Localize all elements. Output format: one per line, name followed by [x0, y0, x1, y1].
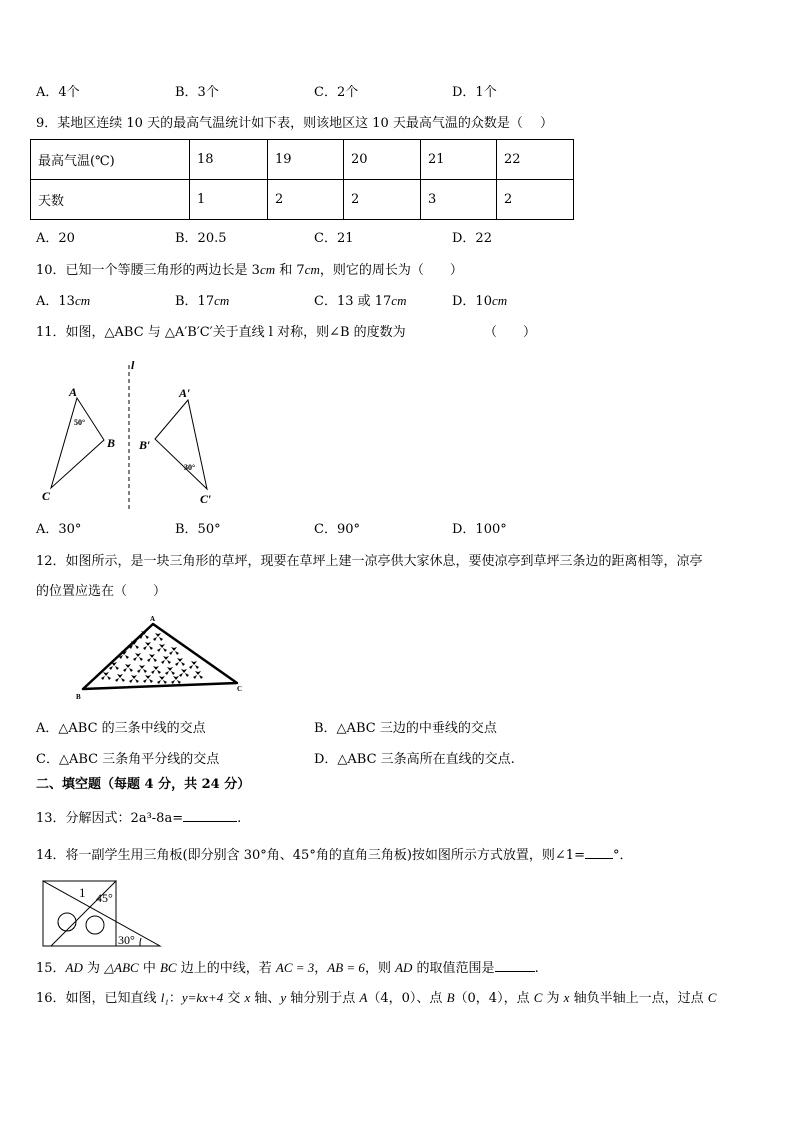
table-cell: 2 [497, 180, 574, 220]
q10-option-c: C．13 或 17cm [314, 293, 407, 309]
q12-stem-line1: 12．如图所示，是一块三角形的草坪，现要在草坪上建一凉亭供大家休息，要使凉亭到草坪三条边的距离相等，凉亭 [36, 554, 703, 569]
unit-cm: cm [304, 262, 320, 277]
table-cell: 2 [268, 180, 344, 220]
q11-symmetry-figure [36, 355, 236, 515]
angle-45-label: 45° [96, 891, 113, 905]
q10-stem-mid: 和 7 [275, 263, 305, 278]
q12-option-a: A．△ABC 的三条中线的交点 [36, 721, 206, 736]
q10-option-a: A．13cm [36, 293, 91, 309]
vertex-c: C [42, 489, 51, 503]
q12-option-d: D．△ABC 三条高所在直线的交点. [314, 752, 515, 767]
q9-option-d: D．22 [452, 231, 492, 246]
hole-right [86, 916, 104, 934]
q11-option-d: D．100° [452, 522, 507, 537]
angle-30-label: 30° [118, 933, 135, 947]
q12-option-b: B．△ABC 三边的中垂线的交点 [314, 721, 497, 736]
q8-option-b: B．3个 [175, 85, 219, 100]
q10-option-b: B．17cm [175, 293, 230, 309]
q14-stem: 14．将一副学生用三角板(即分别含 30°角、45°角的直角三角板)按如图所示方式放置，则∠1= °． [36, 845, 632, 865]
q10-option-d: D．10cm [452, 293, 508, 309]
q12-option-c: C．△ABC 三条角平分线的交点 [36, 752, 220, 767]
q13-stem: 13．分解因式：2a³-8a= . [36, 808, 241, 828]
q8-option-a: A．4个 [36, 85, 80, 100]
angle-a-label: 50° [74, 418, 86, 427]
table-cell: 20 [344, 140, 421, 180]
q11-answer-paren: （ ） [484, 325, 537, 340]
q16-stem: 16．如图，已知直线 l₁：y=kx+4 交 x 轴、y 轴分别于点 A（4，0）、点 B（0，4），点 C 为 x 轴负半轴上一点，过点 C [36, 990, 717, 1006]
table-cell: 天数 [31, 180, 190, 220]
vertex-c-prime: C′ [200, 492, 212, 506]
table-cell: 2 [344, 180, 421, 220]
q11-option-a: A．30° [36, 522, 82, 537]
vertex-b: B [76, 693, 81, 701]
q9-option-b: B．20.5 [175, 231, 227, 246]
q12-stem-line2: 的位置应选在（ ） [36, 584, 167, 599]
q8-option-c: C．2个 [314, 85, 359, 100]
answer-blank[interactable] [585, 845, 613, 859]
table-cell: 18 [190, 140, 268, 180]
answer-blank[interactable] [495, 958, 535, 972]
q11-stem: 11．如图，△ABC 与 △A′B′C′关于直线 l 对称，则∠B 的度数为 [36, 325, 406, 340]
q10-stem-post: ，则它的周长为（ ） [319, 263, 463, 278]
table-cell: 3 [421, 180, 497, 220]
q10-stem [36, 261, 463, 280]
triangle-a-prime [155, 400, 207, 489]
table-cell: 19 [268, 140, 344, 180]
vertex-c: C [237, 685, 243, 693]
answer-blank[interactable] [183, 808, 237, 822]
q12-lawn-figure [72, 613, 252, 701]
q8-option-d: D．1个 [452, 85, 497, 100]
angle-1-label: 1 [79, 885, 86, 900]
axis-label: l [131, 358, 135, 372]
table-row [31, 180, 574, 220]
vertex-a: A [150, 615, 156, 623]
q15-stem: 15．AD 为 △ABC 中 BC 边上的中线，若 AC = 3，AB = 6，则 AD 的取值范围是 . [36, 960, 539, 976]
angle-c-prime-label: 30° [184, 463, 196, 472]
triangle-abc [51, 398, 104, 488]
q9-option-a: A．20 [36, 231, 75, 246]
vertex-a-prime: A′ [179, 386, 191, 400]
table-cell: 21 [421, 140, 497, 180]
q9-temperature-table [30, 139, 574, 220]
table-cell: 最高气温(℃) [31, 140, 190, 180]
table-cell: 1 [190, 180, 268, 220]
unit-cm: cm [259, 262, 276, 277]
q14-set-square-figure [40, 878, 170, 950]
q10-stem-pre: 10．已知一个等腰三角形的两边长是 3 [36, 263, 260, 278]
q11-option-b: B．50° [175, 522, 221, 537]
q9-stem: 9．某地区连续 10 天的最高气温统计如下表，则该地区这 10 天最高气温的众数是（ ） [36, 116, 554, 131]
q11-option-c: C．90° [314, 522, 360, 537]
vertex-a: A [69, 385, 78, 399]
vertex-b-prime: B′ [139, 438, 151, 452]
table-row [31, 140, 574, 180]
section-title-fill-in: 二、填空题（每题 4 分，共 24 分） [36, 777, 251, 792]
q9-option-c: C．21 [314, 231, 354, 246]
vertex-b: B [107, 436, 116, 450]
table-cell: 22 [497, 140, 574, 180]
